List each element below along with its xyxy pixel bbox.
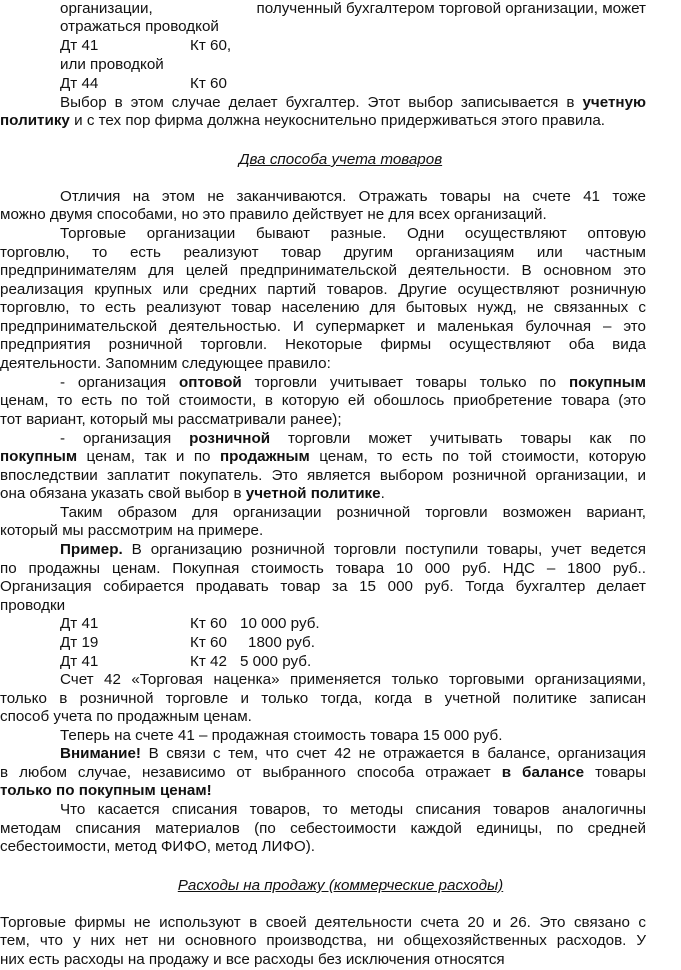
posting-2-debit: Дт 44 — [60, 75, 99, 92]
choice-line-2: политику и с тех пор фирма должна неукоснительно придерживаться этого правила. — [0, 112, 605, 129]
attention-line-3: только по покупным ценам! — [0, 782, 212, 799]
posting-1-debit: Дт 41 — [60, 37, 99, 54]
entry-3-sum: 5 000 руб. — [240, 653, 312, 670]
rule2-line-3: впоследствии заплатит покупатель. Это является выбором розничной организации, и — [0, 467, 646, 484]
acc42-line-2: только в розничной торговле и только тогда, когда в учетной политике записан — [0, 690, 646, 707]
attention-line-2: в любом случае, независимо от выбранного способа отражает в балансе товары — [0, 764, 647, 781]
intro-line-2: отражаться проводкой — [60, 18, 219, 35]
entry-3-debit: Дт 41 — [60, 653, 99, 670]
posting-1-credit: Кт 60, — [190, 37, 232, 54]
entry-1-debit: Дт 41 — [60, 615, 99, 632]
or-posting: или проводкой — [60, 56, 164, 73]
acc42-line-3: способ учета по продажным ценам. — [0, 708, 252, 725]
example-line-4: проводки — [0, 597, 66, 614]
para1-line-1: Отличия на этом не заканчиваются. Отражать товары на счете 41 тоже — [60, 188, 646, 205]
para2-line-5: торговлю, то есть реализуют товар населению для бытовых нужд, не связанных с — [0, 299, 646, 316]
writeoff-line-3: себестоимости, метод ФИФО, метод ЛИФО). — [0, 838, 316, 855]
selling-line-2: тем, что у них нет ни основного производства, ни общехозяйственных расходов. У — [0, 932, 646, 949]
rule2-line-4: она обязана указать свой выбор в учетной политике. — [0, 485, 385, 502]
attention-line-1: Внимание! В связи с тем, что счет 42 не отражается в балансе, организация — [60, 745, 646, 762]
para2-line-7: предприятия розничной торговли. Некоторые фирмы осуществляют оба вида — [0, 336, 646, 353]
entry-3-credit: Кт 42 — [190, 653, 227, 670]
posting-2-credit: Кт 60 — [190, 75, 227, 92]
para2-line-1: Торговые организации бывают разные. Одни осуществляют оптовую — [60, 225, 646, 242]
section-heading-selling-expenses: Расходы на продажу (коммерческие расходы) — [177, 877, 504, 894]
entry-2-debit: Дт 19 — [60, 634, 99, 651]
choice-line-1: Выбор в этом случае делает бухгалтер. Этот выбор записывается в учетную — [60, 94, 646, 111]
thus-line-2: который мы рассмотрим на примере. — [0, 522, 264, 539]
rule2-line-1: - организация розничной торговли может учитывать товары как по — [60, 430, 646, 447]
para2-line-3: предпринимателям для целей предпринимательской деятельности. В основном это — [0, 262, 646, 279]
entry-1-sum: 10 000 руб. — [240, 615, 320, 632]
para2-line-2: торговлю, то есть реализуют товар другим организациям или частным — [0, 244, 646, 261]
entry-2-sum: 1800 руб. — [248, 634, 315, 651]
intro-line-1-cont: полученный бухгалтером торговой организации, может — [256, 0, 646, 17]
writeoff-line-1: Что касается списания товаров, то методы списания товаров аналогичны — [60, 801, 646, 818]
selling-line-1: Торговые фирмы не используют в своей деятельности счета 20 и 26. Это связано с — [0, 914, 646, 931]
example-line-2: по продажны ценам. Покупная стоимость товара 10 000 руб. НДС – 1800 руб.. — [0, 560, 646, 577]
writeoff-line-2: методам списания материалов (по себестоимости каждой единицы, по средней — [0, 820, 646, 837]
para2-line-4: реализация крупных или средних партий товаров. Другие осуществляют розничную — [0, 281, 646, 298]
section-heading-two-methods: Два способа учета товаров — [238, 151, 443, 168]
rule1-line-1: - организация оптовой торговли учитывает товары только по покупным — [60, 374, 646, 391]
entry-1-credit: Кт 60 — [190, 615, 227, 632]
para2-line-8: деятельности. Запомним следующее правило: — [0, 355, 331, 372]
rule1-line-2: ценам, то есть по той стоимости, в которую ей обошлось приобретение товара (это — [0, 392, 646, 409]
rule2-line-2: покупным ценам, так и по продажным ценам, то есть по той стоимости, которую — [0, 448, 646, 465]
rule1-line-3: тот вариант, который мы рассматривали ранее); — [0, 411, 342, 428]
intro-line-1: организации, — [60, 0, 153, 17]
now41-line: Теперь на счете 41 – продажная стоимость товара 15 000 руб. — [60, 727, 503, 744]
para2-line-6: предпринимательской деятельностью. И супермаркет и маленькая булочная – это — [0, 318, 646, 335]
example-line-3: Организация собирается продавать товар за 15 000 руб. Тогда бухгалтер делает — [0, 578, 646, 595]
entry-2-credit: Кт 60 — [190, 634, 227, 651]
selling-line-3: них есть расходы на продажу и все расходы без исключения относятся — [0, 951, 505, 968]
para1-line-2: можно двумя способами, но это правило действует не для всех организаций. — [0, 206, 547, 223]
example-line-1: Пример. В организацию розничной торговли поступили товары, учет ведется — [60, 541, 646, 558]
thus-line-1: Таким образом для организации розничной торговли возможен вариант, — [60, 504, 646, 521]
acc42-line-1: Счет 42 «Торговая наценка» применяется только торговыми организациями, — [60, 671, 646, 688]
